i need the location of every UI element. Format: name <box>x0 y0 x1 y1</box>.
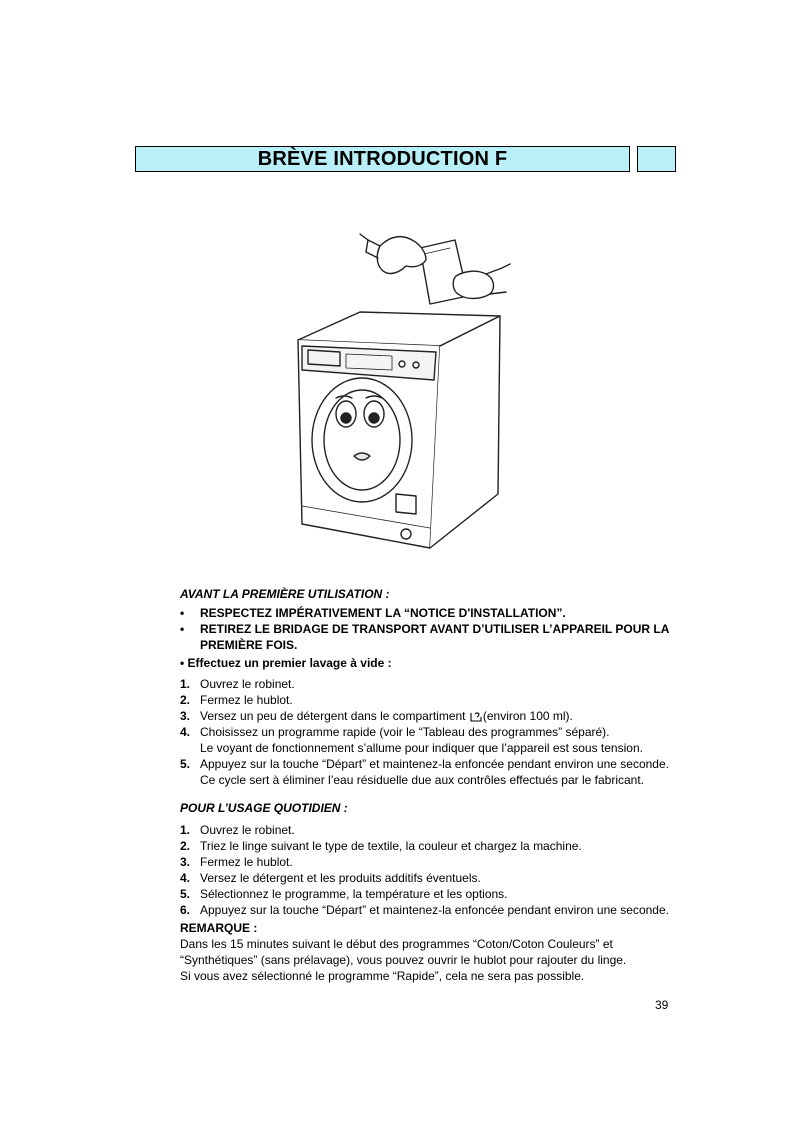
list-item <box>180 724 680 756</box>
step-text-line: Le voyant de fonctionnement s’allume pour indiquer que l’appareil est sous tension. <box>200 741 643 755</box>
bullet-text: RESPECTEZ IMPÉRATIVEMENT LA “NOTICE D'INSTALLATION”. <box>200 606 566 620</box>
remark-line: Si vous avez sélectionné le programme “Rapide”, cela ne sera pas possible. <box>180 969 585 983</box>
list-item <box>180 902 680 918</box>
remark-text <box>180 936 680 984</box>
step-number: 1. <box>180 823 191 837</box>
step-text: Fermez le hublot. <box>200 855 293 869</box>
detergent-compartment-icon <box>470 711 482 723</box>
section-title-before-first-use: AVANT LA PREMIÈRE UTILISATION : <box>180 587 390 601</box>
list-item <box>180 756 680 788</box>
list-item <box>180 822 680 838</box>
list-item <box>180 692 680 708</box>
page-number: 39 <box>655 998 669 1012</box>
step-text-line: Choisissez un programme rapide (voir le “Tableau des programmes” séparé). <box>200 725 610 739</box>
step-text: Ouvrez le robinet. <box>200 677 295 691</box>
step-text-line: Ce cycle sert à éliminer l’eau résiduelle due aux contrôles effectués par le fabricant. <box>200 773 645 787</box>
step-text <box>200 724 643 756</box>
step-number: 2. <box>180 693 191 707</box>
step-text <box>200 708 573 724</box>
step-text: Ouvrez le robinet. <box>200 823 295 837</box>
content <box>180 586 680 984</box>
page-title <box>135 146 630 172</box>
step-number: 6. <box>180 903 191 917</box>
header-tab <box>637 146 676 172</box>
remark-line: “Synthétiques” (sans prélavage), vous pouvez ouvrir le hublot pour rajouter du linge. <box>180 953 627 967</box>
step-text: Fermez le hublot. <box>200 693 293 707</box>
step-text-part: Versez un peu de détergent dans le compartiment <box>200 709 469 723</box>
page-title-text: BRÈVE INTRODUCTION F <box>257 147 508 170</box>
step-text: Sélectionnez le programme, la température et les options. <box>200 887 508 901</box>
remark-title: REMARQUE : <box>180 921 258 935</box>
step-number: 5. <box>180 887 191 901</box>
list-item <box>180 886 680 902</box>
step-number: 1. <box>180 677 191 691</box>
remark-line: Dans les 15 minutes suivant le début des programmes “Coton/Coton Couleurs” et <box>180 937 613 951</box>
washing-machine-illustration <box>280 218 530 553</box>
sub-heading-empty-wash: • Effectuez un premier lavage à vide : <box>180 656 392 670</box>
step-text: Appuyez sur la touche “Départ” et maintenez-la enfoncée pendant environ une seconde. <box>200 903 669 917</box>
list-item <box>180 870 680 886</box>
step-number: 4. <box>180 871 191 885</box>
bullet-marker: • <box>180 606 185 620</box>
step-number: 5. <box>180 757 191 771</box>
step-text: Triez le linge suivant le type de textile, la couleur et chargez la machine. <box>200 839 582 853</box>
list-item <box>180 676 680 692</box>
bullet-text: RETIREZ LE BRIDAGE DE TRANSPORT AVANT D’UTILISER L’APPAREIL POUR LA PREMIÈRE FOIS. <box>200 622 669 652</box>
step-text-part: (environ 100 ml). <box>482 709 573 723</box>
bullet-item <box>180 621 680 653</box>
step-text <box>200 756 669 788</box>
list-item <box>180 854 680 870</box>
step-number: 2. <box>180 839 191 853</box>
step-number: 4. <box>180 725 191 739</box>
section-title-daily-use: POUR L’USAGE QUOTIDIEN : <box>180 801 348 815</box>
step-text-line: Appuyez sur la touche “Départ” et maintenez-la enfoncée pendant environ une seconde. <box>200 757 669 771</box>
step-text: Versez le détergent et les produits additifs éventuels. <box>200 871 481 885</box>
list-item <box>180 838 680 854</box>
step-number: 3. <box>180 709 191 723</box>
bullet-item <box>180 605 680 621</box>
bullet-marker: • <box>180 622 185 636</box>
step-number: 3. <box>180 855 191 869</box>
list-item <box>180 708 680 724</box>
